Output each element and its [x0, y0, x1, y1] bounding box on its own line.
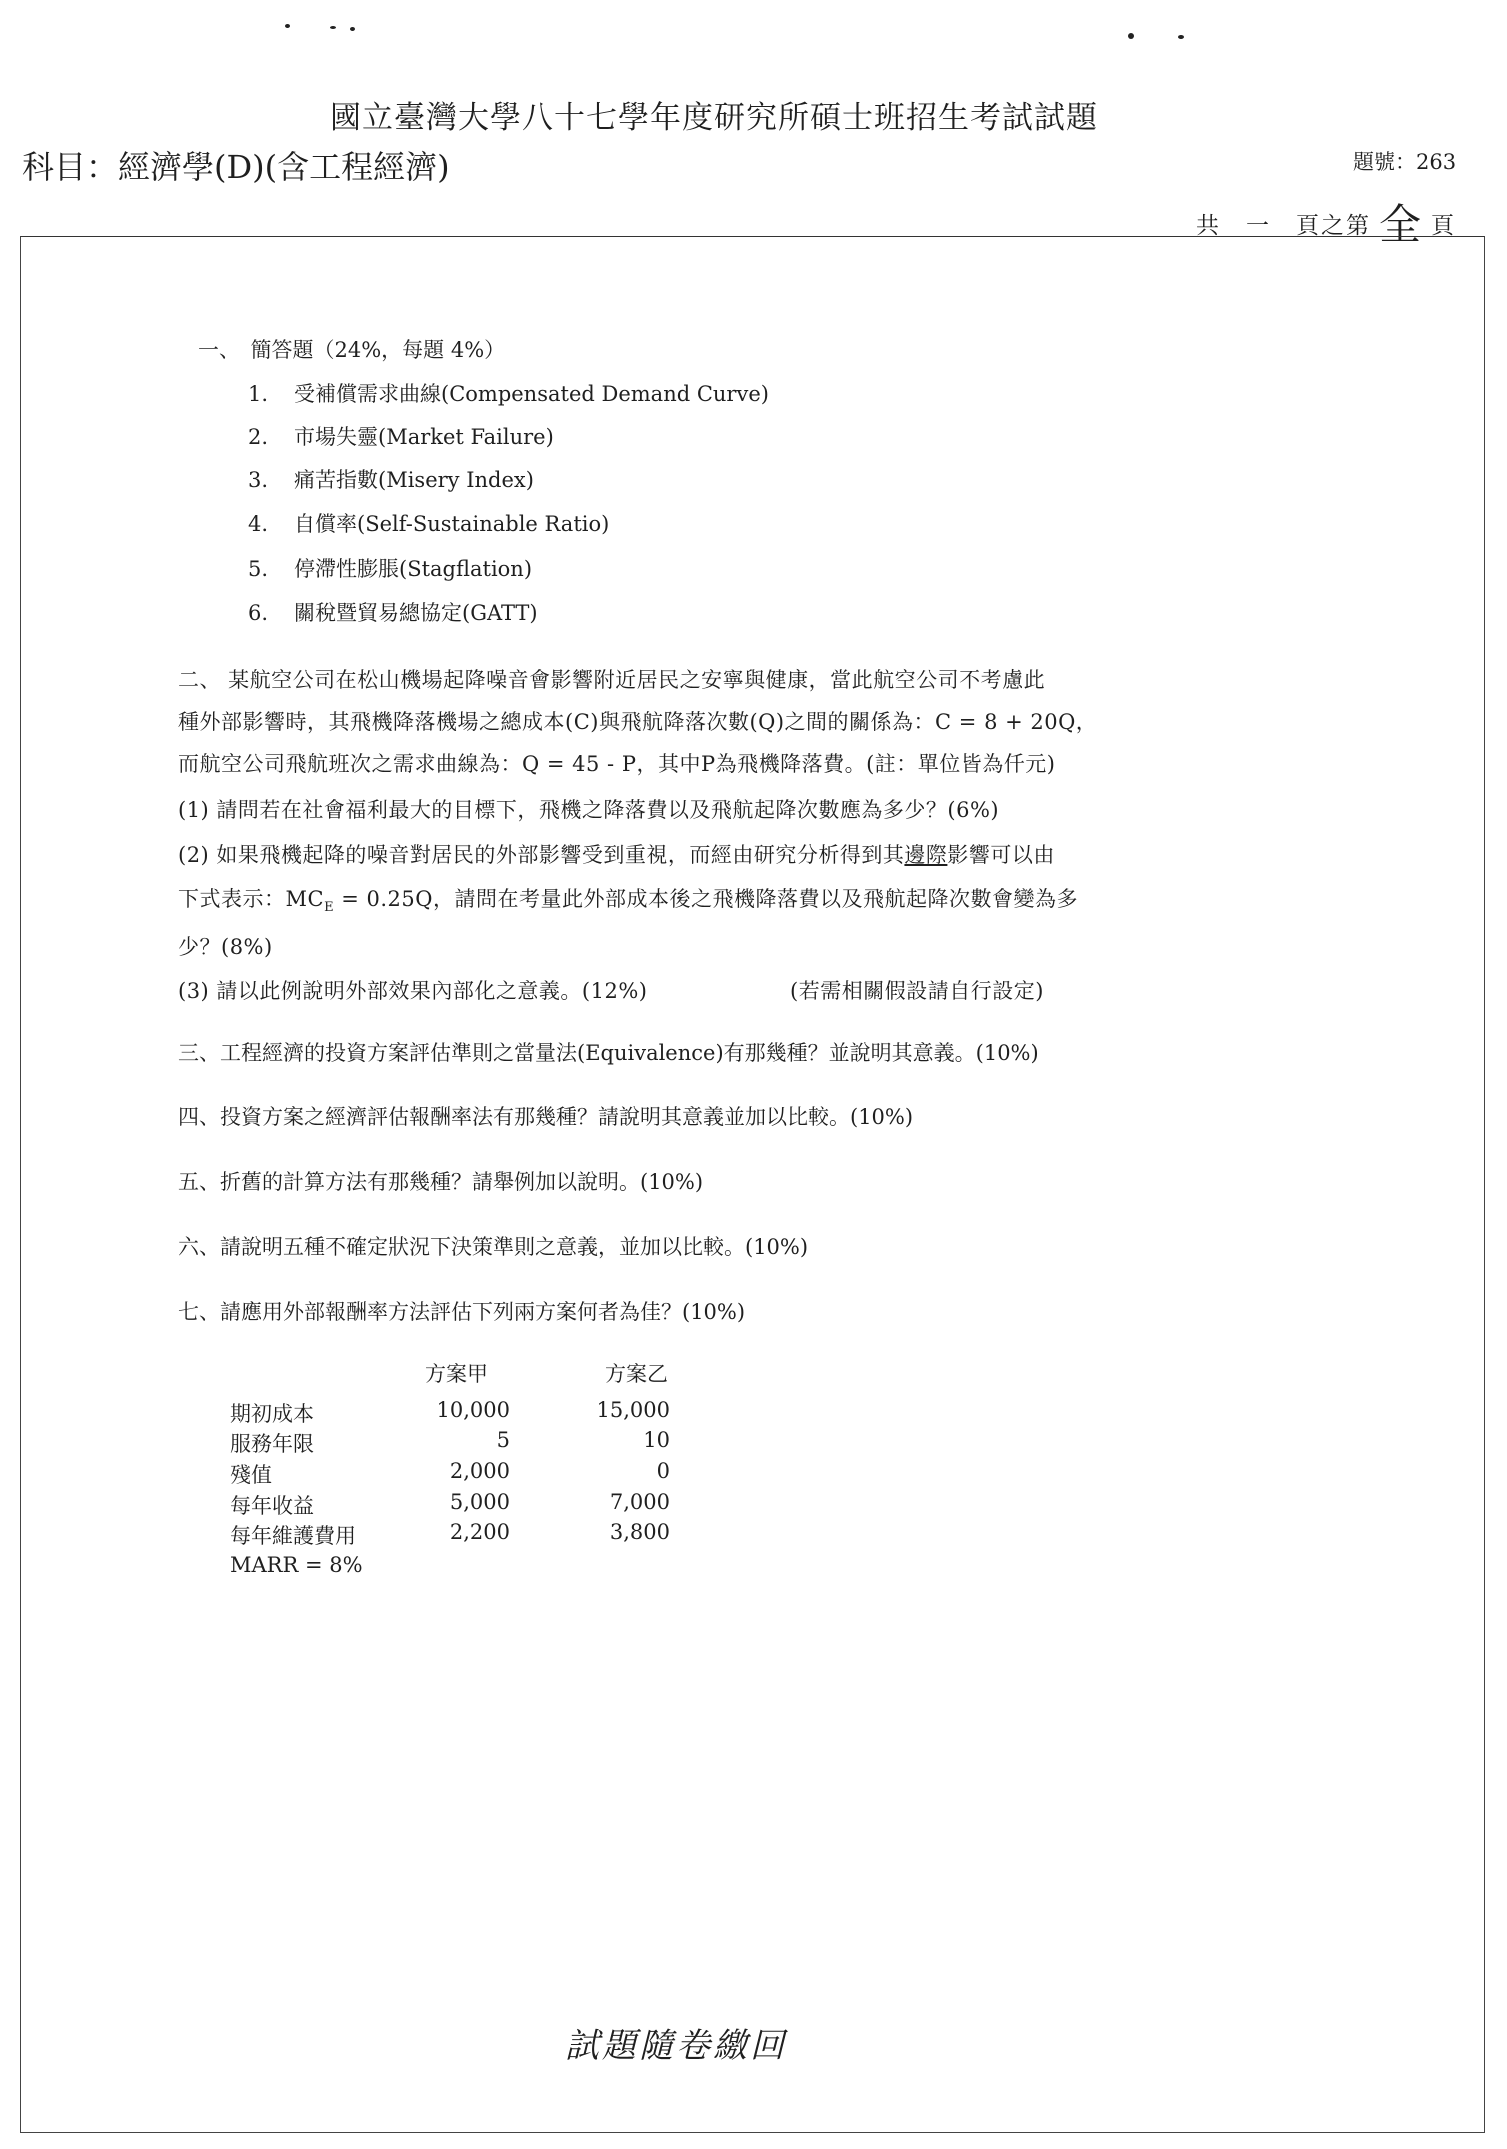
cell-plan-a: 10,000 [436, 1398, 510, 1422]
page-count-suffix: 頁 [1431, 213, 1457, 239]
column-header: 方案甲 [425, 1362, 488, 1386]
list-item [248, 384, 769, 405]
scan-speck [350, 27, 355, 31]
section2-line2: 種外部影響時，其飛機降落機場之總成本(C)與飛航降落次數(Q)之間的關係為：C = 8 + 20Q， [178, 710, 1098, 734]
item-number: 6. [248, 601, 269, 625]
list-item [248, 603, 538, 624]
item-text: 自償率(Self-Sustainable Ratio) [294, 512, 610, 536]
section2-q2-line3: 少？(8%) [178, 935, 273, 959]
item-text: 停滯性膨脹(Stagflation) [294, 557, 533, 581]
column-header: 方案乙 [605, 1362, 668, 1386]
scan-speck [285, 24, 290, 28]
cell-plan-a: 2,200 [449, 1520, 510, 1544]
list-item [248, 427, 554, 448]
item-number: 4. [248, 512, 269, 536]
scan-speck [330, 26, 336, 29]
item-text: 市場失靈(Market Failure) [294, 425, 554, 449]
question-number: 題號：263 [1353, 150, 1457, 174]
list-item [248, 559, 532, 580]
section5: 五、折舊的計算方法有那幾種？請舉例加以說明。(10%) [178, 1170, 704, 1194]
q2-text-a: (2) 如果飛機起降的噪音對居民的外部影響受到重視，而經由研究分析得到其 [178, 843, 905, 867]
scan-speck [1178, 35, 1184, 39]
row-label: 期初成本 [230, 1402, 314, 1426]
item-number: 3. [248, 468, 269, 492]
exam-title: 國立臺灣大學八十七學年度研究所碩士班招生考試試題 [330, 100, 1098, 136]
cell-plan-a: 5,000 [449, 1490, 510, 1514]
item-text: 關稅暨貿易總協定(GATT) [294, 601, 538, 625]
item-number: 2. [248, 425, 269, 449]
marr-value: MARR = 8% [230, 1553, 363, 1577]
item-number: 1. [248, 382, 269, 406]
cell-plan-a: 2,000 [449, 1459, 510, 1483]
footer-note: 試題隨卷繳回 [565, 2026, 787, 2066]
section3: 三、工程經濟的投資方案評估準則之當量法(Equivalence)有那幾種？並說明其意義。(10%) [178, 1041, 1039, 1065]
section2-line3: 而航空公司飛航班次之需求曲線為：Q = 45 - P，其中P為飛機降落費。(註：單位皆為仟元) [178, 752, 1056, 776]
section7: 七、請應用外部報酬率方法評估下列兩方案何者為佳？(10%) [178, 1300, 746, 1324]
q2-text-underlined: 邊際 [904, 843, 948, 867]
row-label: 每年收益 [230, 1494, 314, 1518]
cell-plan-b: 0 [656, 1459, 670, 1483]
q2-text-b: 影響可以由 [947, 843, 1055, 867]
section2-q3-note: (若需相關假設請自行設定) [790, 979, 1044, 1003]
item-text: 痛苦指數(Misery Index) [294, 468, 534, 492]
cell-plan-b: 10 [643, 1428, 670, 1452]
section2-q2-line2 [178, 889, 1078, 914]
section6: 六、請說明五種不確定狀況下決策準則之意義，並加以比較。(10%) [178, 1235, 809, 1259]
list-item [248, 470, 534, 491]
q2-formula-rest: = 0.25Q，請問在考量此外部成本後之飛機降落費以及飛航起降次數會變為多 [334, 887, 1078, 911]
list-item [248, 514, 609, 535]
exam-subject: 科目：經濟學(D)(含工程經濟) [22, 148, 450, 186]
section2-q1: (1) 請問若在社會福利最大的目標下，飛機之降落費以及飛航起降次數應為多少？(6%) [178, 798, 1000, 822]
row-label: 服務年限 [230, 1432, 314, 1456]
section1-heading: 一、 簡答題（24%，每題 4%） [198, 338, 506, 362]
section2-q2-line1 [178, 845, 1055, 866]
page-count-current: 全 [1379, 200, 1424, 249]
cell-plan-a: 5 [496, 1428, 510, 1452]
section2-line1: 二、 某航空公司在松山機場起降噪音會影響附近居民之安寧與健康，當此航空公司不考慮此 [178, 668, 1046, 692]
item-number: 5. [248, 557, 269, 581]
section4: 四、投資方案之經濟評估報酬率法有那幾種？請說明其意義並加以比較。(10%) [178, 1105, 914, 1129]
row-label: 殘值 [230, 1463, 272, 1487]
cell-plan-b: 15,000 [596, 1398, 670, 1422]
row-label: 每年維護費用 [230, 1524, 356, 1548]
cell-plan-b: 3,800 [609, 1520, 670, 1544]
cell-plan-b: 7,000 [609, 1490, 670, 1514]
scan-speck [1128, 33, 1134, 39]
page-count-prefix: 共 一 頁之第 [1196, 213, 1371, 239]
q2-formula-subscript: E [324, 900, 335, 916]
q2-formula-prefix: 下式表示：MC [178, 887, 325, 911]
item-text: 受補償需求曲線(Compensated Demand Curve) [294, 382, 769, 406]
section2-q3: (3) 請以此例說明外部效果內部化之意義。(12%) [178, 979, 648, 1003]
